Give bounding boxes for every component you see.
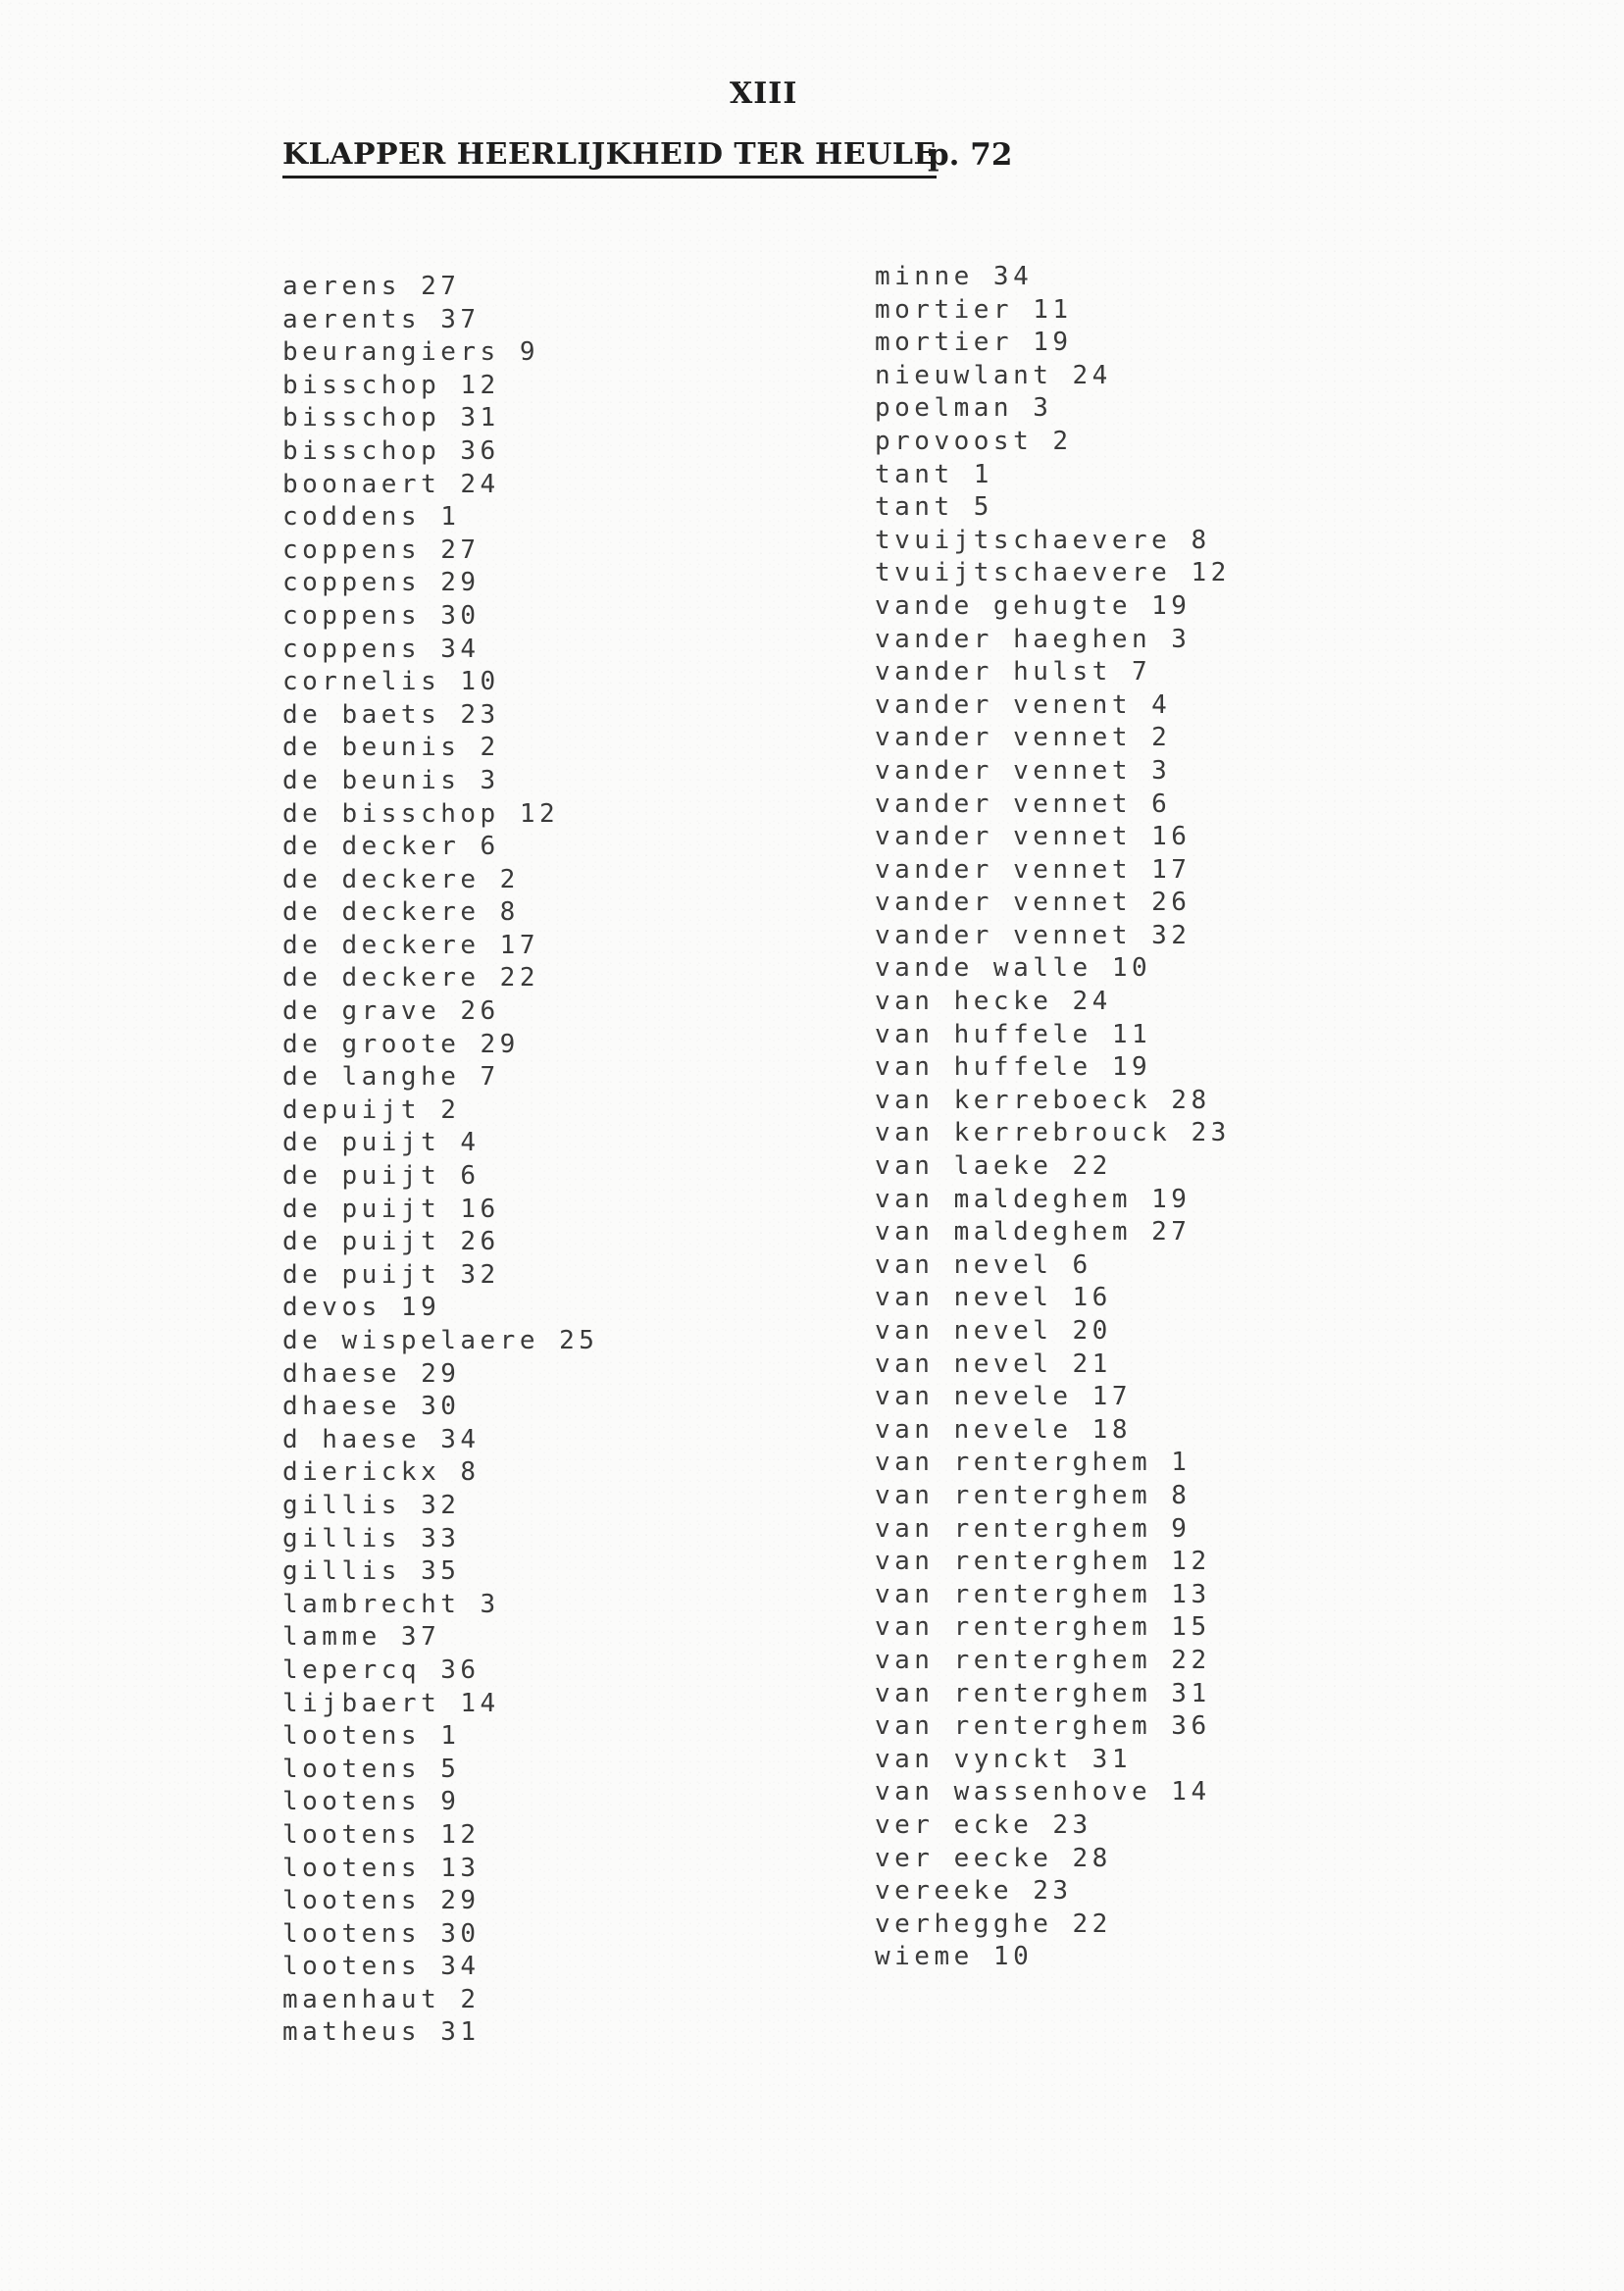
index-entry: lepercq 36	[282, 1655, 481, 1685]
index-entry: de beunis 2	[282, 733, 500, 763]
index-entry: devos 19	[282, 1293, 441, 1323]
index-entry: van vynckt 31	[875, 1744, 1132, 1774]
index-entry: coppens 30	[282, 600, 481, 631]
index-entry: lijbaert 14	[282, 1688, 500, 1718]
index-entry: wieme 10	[875, 1942, 1034, 1972]
index-entry: de wispelaere 25	[282, 1326, 599, 1355]
index-entry: van wassenhove 14	[875, 1777, 1211, 1807]
index-entry: van maldeghem 19	[875, 1184, 1192, 1214]
index-entry: boonaert 24	[282, 469, 500, 499]
index-entry: tvuijtschaevere 8	[875, 525, 1211, 555]
document-title: KLAPPER HEERLIJKHEID TER HEULE	[282, 137, 937, 178]
index-entry: lamme 37	[282, 1622, 441, 1653]
index-entry: van renterghem 15	[875, 1612, 1211, 1643]
index-entry: de baets 23	[282, 699, 500, 730]
index-entry: gillis 33	[282, 1523, 461, 1553]
index-entry: bisschop 12	[282, 370, 500, 400]
index-entry: van renterghem 31	[875, 1678, 1211, 1708]
index-entry: vereeke 23	[875, 1876, 1073, 1907]
index-entry: cornelis 10	[282, 667, 500, 697]
index-entry: coppens 34	[282, 634, 481, 664]
index-entry: provoost 2	[875, 426, 1073, 456]
index-entry: aerens 27	[282, 272, 461, 301]
index-entry: tvuijtschaevere 12	[875, 558, 1231, 588]
index-entry: lootens 1	[282, 1721, 461, 1752]
index-entry: de langhe 7	[282, 1062, 500, 1093]
index-entry: lambrecht 3	[282, 1589, 500, 1619]
index-entry: aerents 37	[282, 304, 481, 334]
index-entry: dierickx 8	[282, 1457, 481, 1488]
index-entry: vander vennet 26	[875, 888, 1192, 918]
index-entry: depuijt 2	[282, 1095, 461, 1125]
index-entry: ver ecke 23	[875, 1809, 1092, 1840]
index-entry: minne 34	[875, 262, 1034, 291]
index-entry: de deckere 8	[282, 897, 520, 928]
index-entry: vander vennet 32	[875, 920, 1192, 950]
index-entry: van kerrebrouck 23	[875, 1118, 1231, 1148]
index-entry: de deckere 2	[282, 864, 520, 894]
index-entry: coppens 27	[282, 535, 481, 565]
index-entry: d haese 34	[282, 1424, 481, 1454]
index-entry: de groote 29	[282, 1029, 520, 1059]
index-entry: lootens 9	[282, 1787, 461, 1817]
index-entry: vande gehugte 19	[875, 590, 1192, 621]
index-entry: coddens 1	[282, 502, 461, 533]
index-entry: bisschop 31	[282, 403, 500, 433]
index-entry: gillis 32	[282, 1490, 461, 1520]
index-entry: matheus 31	[282, 2017, 481, 2048]
page-reference: p. 72	[928, 137, 1013, 173]
index-entry: van nevele 18	[875, 1414, 1132, 1445]
index-entry: de puijt 26	[282, 1227, 500, 1257]
section-numeral: XIII	[730, 76, 798, 111]
index-entry: van nevel 20	[875, 1316, 1112, 1346]
index-entry: de grave 26	[282, 996, 500, 1027]
index-entry: lootens 13	[282, 1853, 481, 1883]
index-entry: van kerreboeck 28	[875, 1085, 1211, 1115]
index-entry: vander vennet 16	[875, 822, 1192, 852]
index-entry: van laeke 22	[875, 1151, 1112, 1182]
index-entry: van nevel 16	[875, 1283, 1112, 1313]
index-entry: vander venent 4	[875, 689, 1172, 720]
index-entry: coppens 29	[282, 568, 481, 598]
index-entry: van huffele 11	[875, 1019, 1152, 1049]
index-entry: beurangiers 9	[282, 337, 539, 368]
index-entry: ver eecke 28	[875, 1843, 1112, 1873]
index-entry: dhaese 29	[282, 1358, 461, 1389]
index-column-left	[282, 271, 832, 2050]
index-entry: van maldeghem 27	[875, 1217, 1192, 1247]
index-entry: van nevel 21	[875, 1349, 1112, 1379]
index-entry: vander hulst 7	[875, 657, 1152, 687]
index-column-right	[875, 261, 1561, 1974]
index-entry: van huffele 19	[875, 1052, 1152, 1083]
index-entry: van renterghem 13	[875, 1579, 1211, 1609]
index-entry: van renterghem 22	[875, 1645, 1211, 1675]
index-entry: van nevele 17	[875, 1382, 1132, 1412]
index-entry: van renterghem 36	[875, 1711, 1211, 1742]
index-entry: lootens 12	[282, 1819, 481, 1850]
index-entry: vander haeghen 3	[875, 624, 1192, 654]
index-entry: gillis 35	[282, 1556, 461, 1587]
index-entry: lootens 29	[282, 1886, 481, 1916]
index-entry: lootens 5	[282, 1754, 461, 1784]
index-entry: de puijt 16	[282, 1194, 500, 1224]
index-entry: tant 1	[875, 459, 993, 489]
index-entry: lootens 34	[282, 1952, 481, 1982]
index-entry: de deckere 22	[282, 963, 539, 993]
index-entry: mortier 11	[875, 294, 1073, 325]
index-entry: vander vennet 2	[875, 723, 1172, 753]
index-entry: tant 5	[875, 492, 993, 523]
index-entry: de puijt 32	[282, 1259, 500, 1290]
index-entry: poelman 3	[875, 393, 1053, 424]
index-entry: van nevel 6	[875, 1249, 1092, 1280]
index-entry: van renterghem 12	[875, 1547, 1211, 1577]
index-entry: mortier 19	[875, 328, 1073, 358]
index-entry: vande walle 10	[875, 953, 1152, 984]
index-entry: maenhaut 2	[282, 1984, 481, 2014]
index-entry: vander vennet 3	[875, 755, 1172, 786]
index-entry: de puijt 4	[282, 1128, 481, 1158]
index-entry: van hecke 24	[875, 987, 1112, 1017]
index-entry: verhegghe 22	[875, 1909, 1112, 1939]
index-entry: nieuwlant 24	[875, 360, 1112, 390]
index-entry: van renterghem 8	[875, 1480, 1192, 1510]
index-entry: vander vennet 17	[875, 854, 1192, 885]
index-entry: dhaese 30	[282, 1392, 461, 1422]
index-entry: de decker 6	[282, 832, 500, 862]
index-entry: van renterghem 9	[875, 1513, 1192, 1544]
index-entry: de beunis 3	[282, 765, 500, 795]
index-entry: lootens 30	[282, 1918, 481, 1949]
index-entry: bisschop 36	[282, 435, 500, 466]
index-entry: de deckere 17	[282, 930, 539, 960]
index-entry: de puijt 6	[282, 1161, 481, 1192]
index-entry: van renterghem 1	[875, 1448, 1192, 1478]
index-entry: de bisschop 12	[282, 798, 560, 829]
index-entry: vander vennet 6	[875, 789, 1172, 819]
